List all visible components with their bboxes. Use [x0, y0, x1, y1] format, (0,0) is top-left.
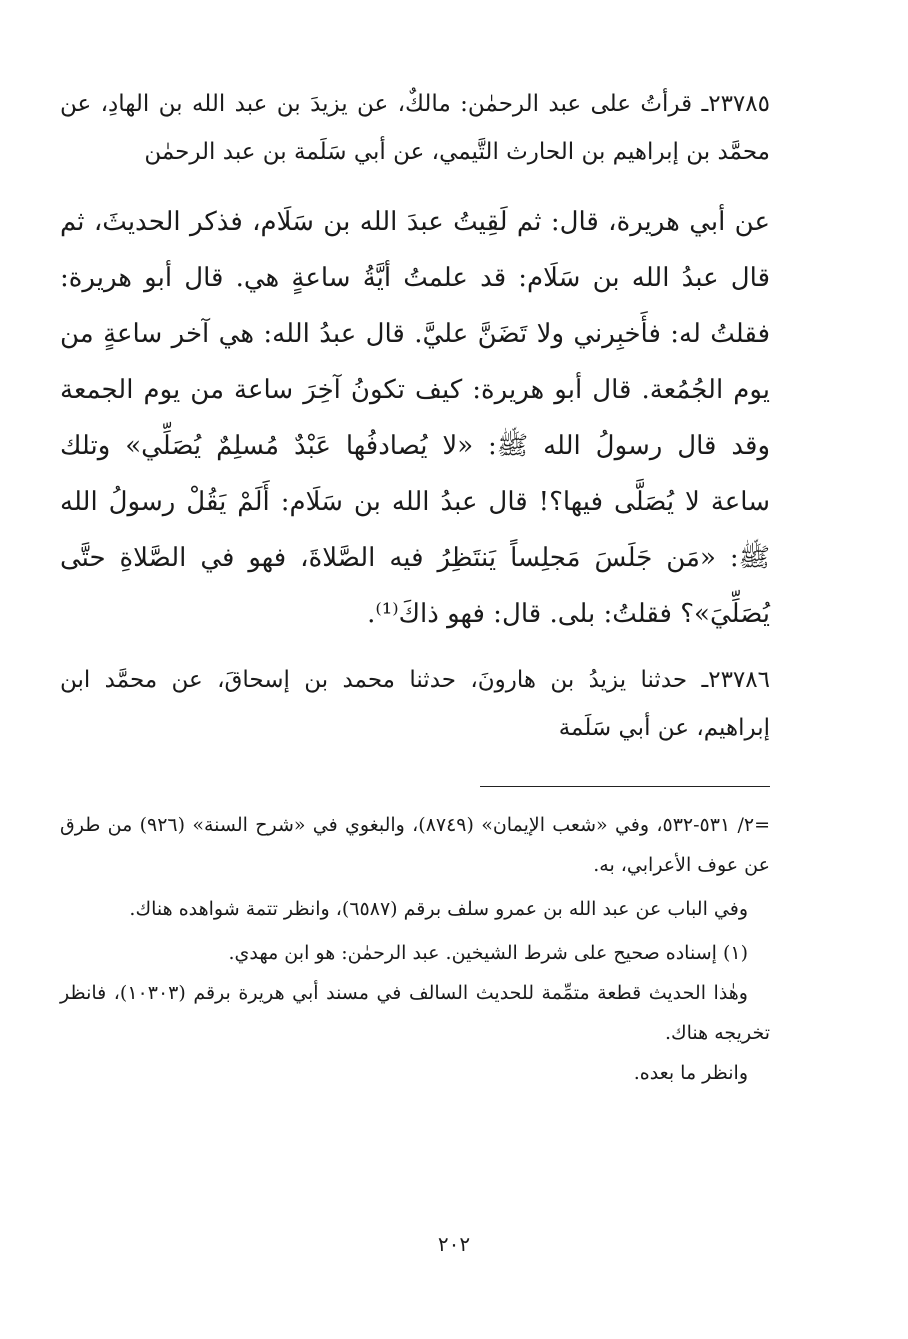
footnote-separator	[480, 786, 770, 787]
page-number: ٢٠٢	[437, 1232, 471, 1256]
hadith-23786-isnad: ٢٣٧٨٦ـ حدثنا يزيدُ بن هارونَ، حدثنا محمد بن إسحاقَ، عن محمَّد ابن إبراهيم، عن أبي سَلَمة	[60, 667, 770, 741]
footnote-1-line-1: (١) إسناده صحيح على شرط الشيخين. عبد الرحمٰن: هو ابن مهدي.	[228, 942, 748, 964]
footnote-separator-wrap	[60, 752, 770, 805]
footnote-1-line-3: وانظر ما بعده.	[633, 1062, 748, 1084]
footnote-1-line-2: وهٰذا الحديث قطعة متمِّمة للحديث السالف في مسند أبي هريرة برقم (١٠٣٠٣)، فانظر تخريجه هناك.	[60, 982, 770, 1044]
footnote-see-also: وفي الباب عن عبد الله بن عمرو سلف برقم (٦٥٨٧)، وانظر تتمة شواهده هناك.	[129, 898, 748, 920]
page-body	[60, 80, 770, 1299]
hadith-23785-isnad: ٢٣٧٨٥ـ قرأتُ على عبد الرحمٰن: مالكٌ، عن يزيدَ بن عبد الله بن الهادِ، عن محمَّد بن إبراهيم بن الحارث التَّيمي، عن أبي سَلَمة بن عبد الرحمٰن	[60, 91, 770, 165]
footnote-continuation: =٢/ ٥٣١-٥٣٢، وفي «شعب الإيمان» (٨٧٤٩)، والبغوي في «شرح السنة» (٩٢٦) من طرق عن عوف الأعرابي، به.	[60, 814, 770, 876]
hadith-23785-matn: عن أبي هريرة، قال: ثم لَقِيتُ عبدَ الله بن سَلَام، فذكر الحديثَ، ثم قال عبدُ الله بن سَلَام: قد علمتُ أيَّةُ ساعةٍ هي. قال أبو هريرة: فقلتُ له: فأَخبِرني ولا تَضَنَّ عليَّ. قال عبدُ الله: هي آخر ساعةٍ من يوم الجُمُعة. قال أبو هريرة: كيف تكونُ آخِرَ ساعة من يوم الجمعة وقد قال رسولُ الله ﷺ: «لا يُصادفُها عَبْدٌ مُسلِمٌ يُصَلِّي» وتلك ساعة لا يُصَلَّى فيها؟! قال عبدُ الله بن سَلَام: أَلَمْ يَقُلْ رسولُ الله ﷺ: «مَن جَلَسَ مَجلِساً يَنتَظِرُ فيه الصَّلاةَ، فهو في الصَّلاةِ حتَّى يُصَلِّيَ»؟ فقلتُ: بلى. قال: فهو ذاكَ⁽¹⁾.	[60, 207, 770, 629]
